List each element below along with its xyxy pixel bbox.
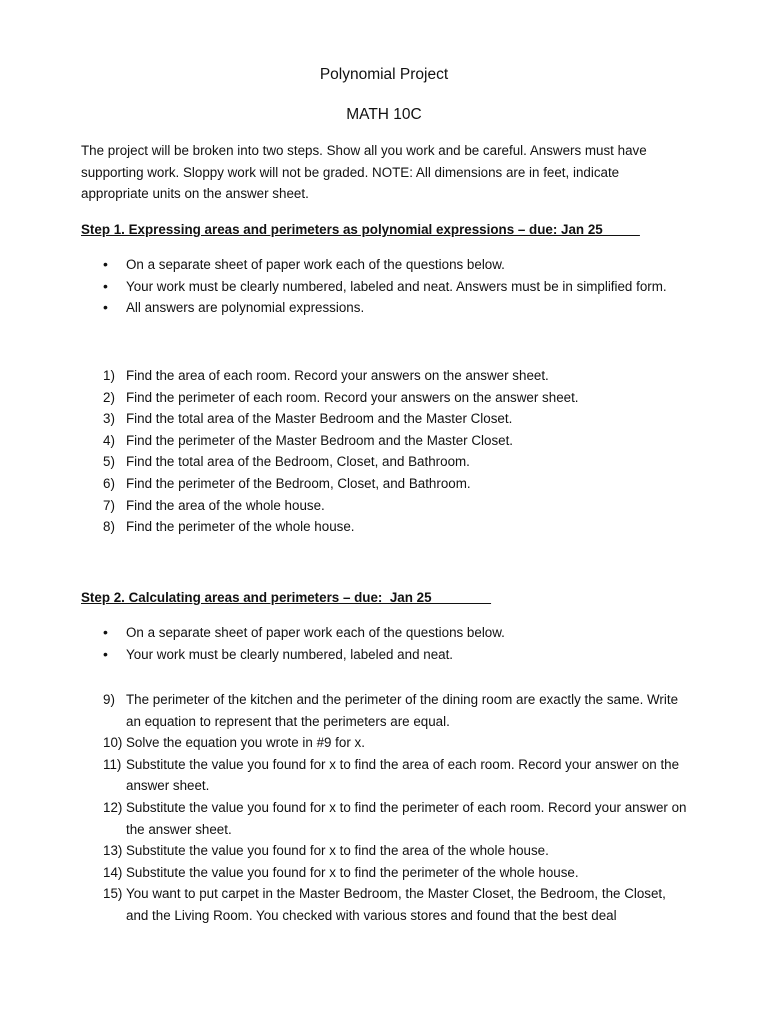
question-text: You want to put carpet in the Master Bedroom, the Master Closet, the Bedroom, the Closet, and the Living Room. You checked with various stores and found that the best deal — [126, 886, 666, 923]
intro-paragraph: The project will be broken into two steps. Show all you work and be careful. Answers must have supporting work. Sloppy work will not be graded. NOTE: All dimensions are in feet, indicate appropriate units on the answer sheet. — [81, 143, 647, 202]
question-item — [81, 732, 691, 754]
question-number: 15) — [103, 886, 123, 902]
question-item — [81, 516, 691, 538]
question-number: 8) — [103, 519, 115, 535]
question-text: Find the perimeter of the whole house. — [126, 519, 355, 535]
list-item: • All answers are polynomial expressions. — [100, 297, 680, 319]
question-text: Find the total area of the Master Bedroom and the Master Closet. — [126, 411, 513, 427]
question-item — [81, 754, 691, 797]
question-text: Substitute the value you found for x to find the perimeter of the whole house. — [126, 864, 579, 880]
question-item — [81, 797, 691, 840]
step1-bullet-list — [100, 254, 680, 319]
step2-question-list — [81, 689, 691, 927]
question-number: 10) — [103, 735, 123, 751]
step2-heading: Step 2. Calculating areas and perimeters – due: Jan 25 — [81, 590, 492, 605]
list-item: • On a separate sheet of paper work each of the questions below. — [100, 254, 680, 276]
question-text: Substitute the value you found for x to find the perimeter of each room. Record your answer on the answer sheet. — [126, 799, 687, 837]
question-item — [81, 451, 691, 473]
question-text: Find the perimeter of the Bedroom, Closet, and Bathroom. — [126, 475, 471, 491]
question-number: 7) — [103, 497, 115, 513]
question-item — [81, 430, 691, 452]
question-text: Solve the equation you wrote in #9 for x. — [126, 735, 365, 751]
step2-bullet-list — [100, 622, 680, 665]
question-item — [81, 840, 691, 862]
question-number: 6) — [103, 475, 115, 491]
question-number: 12) — [103, 799, 123, 815]
document-title: Polynomial Project — [319, 66, 449, 83]
question-item — [81, 883, 691, 926]
question-item — [81, 387, 691, 409]
question-number: 1) — [103, 368, 115, 383]
question-number: 13) — [103, 843, 123, 859]
question-number: 9) — [103, 692, 115, 707]
list-item: • Your work must be clearly numbered, labeled and neat. Answers must be in simplified form. — [100, 276, 680, 298]
question-number: 11) — [103, 756, 122, 772]
question-item — [81, 862, 691, 884]
question-text: Substitute the value you found for x to find the area of each room. Record your answer on the answer sheet. — [126, 756, 680, 794]
step1-heading: Step 1. Expressing areas and perimeters as polynomial expressions – due: Jan 25 — [81, 222, 640, 237]
question-text: Find the area of the whole house. — [126, 497, 325, 513]
question-number: 14) — [103, 864, 123, 880]
question-text: The perimeter of the kitchen and the perimeter of the dining room are exactly the same. Write an equation to represent that the perimeters are equal. — [126, 692, 679, 729]
question-item — [81, 408, 691, 430]
step1-question-list — [81, 365, 691, 538]
question-number: 2) — [103, 389, 115, 405]
question-text: Substitute the value you found for x to find the area of the whole house. — [126, 843, 549, 859]
question-number: 3) — [103, 411, 115, 427]
question-item — [81, 495, 691, 517]
course-title: MATH 10C — [346, 106, 422, 123]
question-text: Find the perimeter of each room. Record your answers on the answer sheet. — [126, 389, 579, 405]
question-number: 4) — [103, 432, 115, 448]
question-text: Find the total area of the Bedroom, Closet, and Bathroom. — [126, 454, 470, 470]
question-item — [81, 365, 691, 387]
list-item: • On a separate sheet of paper work each of the questions below. — [100, 622, 680, 644]
question-item — [81, 689, 691, 732]
question-text: Find the perimeter of the Master Bedroom and the Master Closet. — [126, 432, 514, 448]
question-item — [81, 473, 691, 495]
question-number: 5) — [103, 454, 115, 470]
list-item: • Your work must be clearly numbered, labeled and neat. — [100, 644, 680, 666]
question-text: Find the area of each room. Record your answers on the answer sheet. — [126, 368, 549, 383]
